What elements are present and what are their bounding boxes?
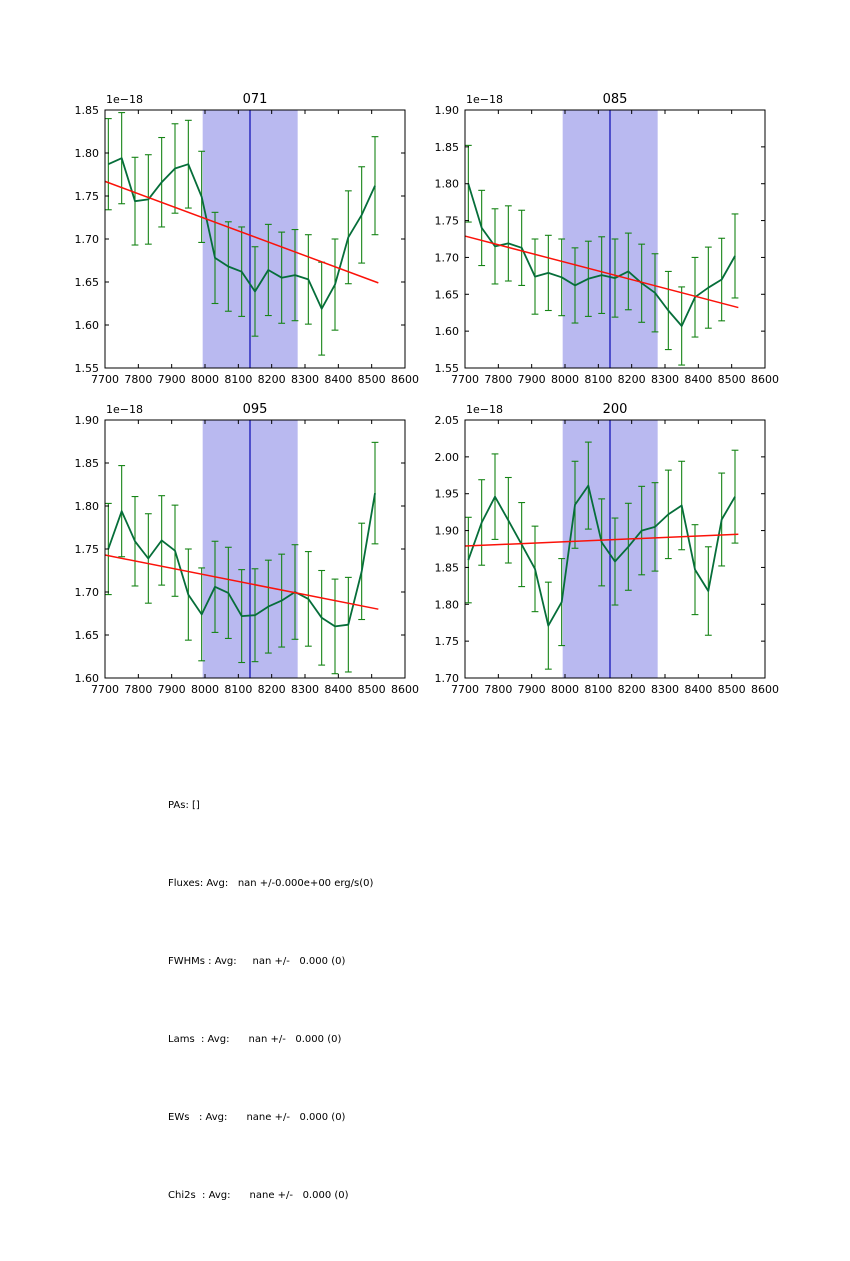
x-tick-label: 8500 [357,683,386,696]
x-tick-label: 7700 [451,683,479,696]
chart-title: 085 [602,92,628,107]
x-tick-label: 8000 [191,683,219,696]
x-tick-label: 8600 [391,373,419,386]
x-tick-label: 7800 [484,683,513,696]
y-tick-label: 1.75 [74,190,99,203]
y-tick-label: 1.70 [74,233,99,246]
stats-line-lams: Lams : Avg: nan +/- 0.000 (0) [168,1034,342,1045]
y-tick-label: 2.00 [434,450,459,464]
x-tick-label: 7800 [484,373,513,386]
subplot-071 [45,85,420,410]
x-tick-label: 8200 [617,683,646,696]
x-tick-label: 8100 [584,373,613,386]
y-tick-label: 1.95 [434,487,459,501]
stats-line-chi2s: Chi2s : Avg: nane +/- 0.000 (0) [168,1190,349,1201]
x-tick-label: 8400 [684,373,713,386]
stats-line-pas: PAs: [] [168,800,200,811]
axis-offset-label: 1e−18 [466,403,503,416]
x-tick-label: 7800 [124,683,153,696]
stats-block [168,741,373,1261]
chart-title: 071 [242,92,268,107]
axis-offset-label: 1e−18 [106,93,143,106]
y-tick-label: 1.65 [74,276,99,289]
x-tick-label: 8200 [257,683,286,696]
y-tick-label: 1.80 [74,147,99,160]
x-tick-label: 8000 [551,683,579,696]
x-tick-label: 7900 [157,683,186,696]
x-tick-label: 7800 [124,373,153,386]
x-tick-label: 8100 [224,373,253,386]
y-tick-label: 1.60 [434,325,459,339]
axis-offset-label: 1e−18 [106,403,143,416]
y-tick-label: 1.70 [434,251,459,265]
x-tick-label: 8100 [224,683,253,696]
x-tick-label: 8100 [584,683,613,696]
y-tick-label: 1.90 [434,104,459,117]
y-tick-label: 1.75 [74,543,99,556]
subplot-095 [45,395,420,720]
y-tick-label: 1.60 [74,672,99,685]
y-tick-label: 1.85 [434,561,459,575]
y-tick-label: 1.60 [74,319,99,332]
x-tick-label: 8200 [257,373,286,386]
x-tick-label: 8400 [324,683,353,696]
x-tick-label: 7700 [91,373,119,386]
y-tick-label: 1.75 [434,214,459,228]
chart-title: 200 [602,402,628,417]
y-tick-label: 1.80 [74,500,99,513]
y-tick-label: 1.65 [74,629,99,642]
x-tick-label: 8300 [291,683,319,696]
y-tick-label: 1.65 [434,288,459,302]
axis-offset-label: 1e−18 [466,93,503,106]
x-tick-label: 8000 [551,373,579,386]
x-tick-label: 8300 [651,683,679,696]
y-tick-label: 1.85 [74,457,99,470]
y-tick-label: 1.55 [74,362,99,375]
x-tick-label: 8000 [191,373,219,386]
x-tick-label: 8400 [684,683,713,696]
y-tick-label: 1.90 [74,414,99,427]
stats-line-fluxes: Fluxes: Avg: nan +/-0.000e+00 erg/s(0) [168,878,374,889]
x-tick-label: 8500 [717,683,746,696]
x-tick-label: 7900 [157,373,186,386]
x-tick-label: 8500 [357,373,386,386]
y-tick-label: 1.55 [434,362,459,375]
stats-line-ews: EWs : Avg: nane +/- 0.000 (0) [168,1112,346,1123]
x-tick-label: 8600 [391,683,419,696]
y-tick-label: 1.80 [434,598,459,612]
y-tick-label: 1.85 [74,104,99,117]
x-tick-label: 8300 [651,373,679,386]
y-tick-label: 1.90 [434,524,459,538]
x-tick-label: 8600 [751,683,779,696]
x-tick-label: 8300 [291,373,319,386]
x-tick-label: 7700 [91,683,119,696]
y-tick-label: 2.05 [434,414,459,427]
y-tick-label: 1.80 [434,177,459,191]
subplot-200 [405,395,780,720]
x-tick-label: 8400 [324,373,353,386]
x-tick-label: 8500 [717,373,746,386]
y-tick-label: 1.85 [434,140,459,154]
y-tick-label: 1.70 [74,586,99,599]
stats-line-fwhms: FWHMs : Avg: nan +/- 0.000 (0) [168,956,346,967]
x-tick-label: 7700 [451,373,479,386]
x-tick-label: 7900 [517,683,546,696]
x-tick-label: 7900 [517,373,546,386]
x-tick-label: 8200 [617,373,646,386]
subplot-085 [405,85,780,410]
y-tick-label: 1.75 [434,635,459,649]
y-tick-label: 1.70 [434,672,459,685]
x-tick-label: 8600 [751,373,779,386]
chart-title: 095 [242,402,268,417]
